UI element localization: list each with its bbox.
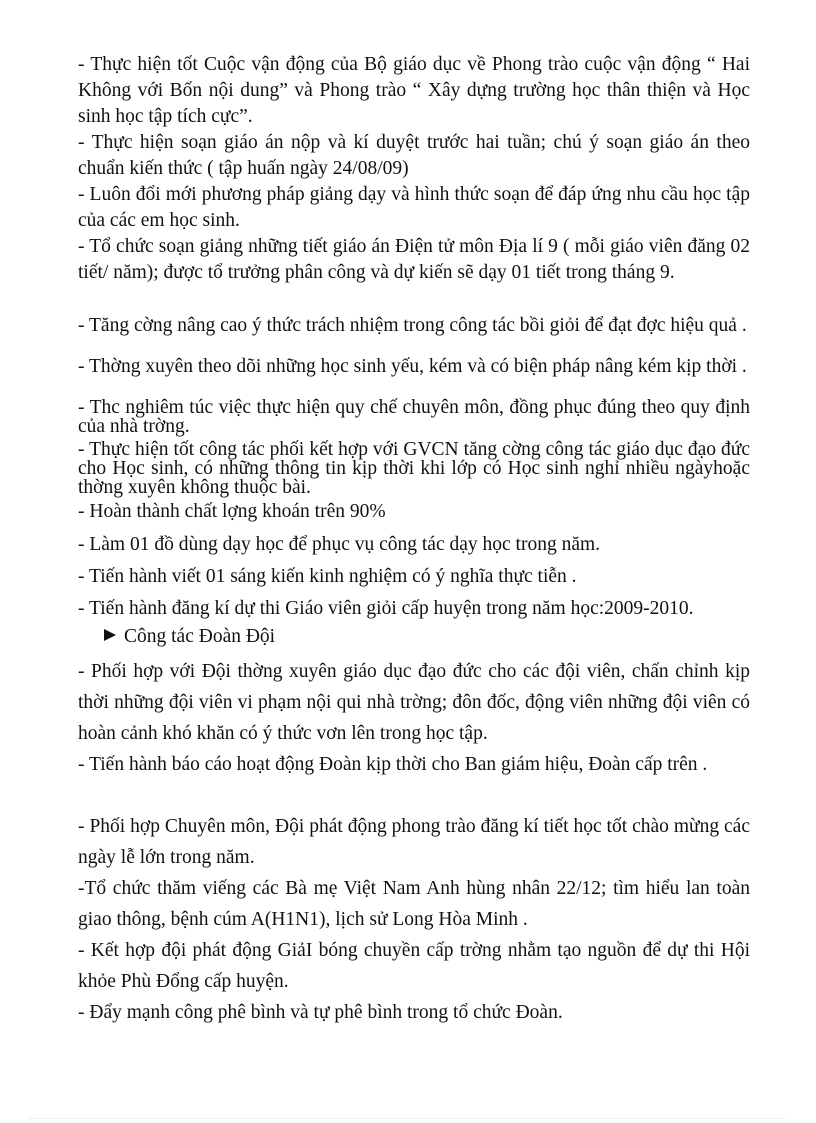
- paragraph-tham-vieng: -Tổ chức thăm viếng các Bà mẹ Việt Nam Anh hùng nhân 22/12; tìm hiểu lan toàn giao thông, bệnh cúm A(H1N1), lịch sử Long Hòa Minh .: [78, 878, 750, 930]
- paragraph-phe-binh: - Đẩy mạnh công phê bình và tự phê bình trong tổ chức Đoàn.: [78, 1002, 563, 1023]
- paragraph-hoc-sinh-yeu-kem: - Thờng xuyên theo dõi những học sinh yếu, kém và có biện pháp nâng kém kịp thời .: [78, 356, 747, 377]
- paragraph-phoi-hop-doi: - Phối hợp với Đội thờng xuyên giáo dục đạo đức cho các đội viên, chấn chỉnh kịp thời những đội viên vi phạm nội qui nhà trờng; đôn đốc, động viên những đội viên có hoàn cảnh khó khăn có ý thức vơn lên trong học tập.: [78, 661, 750, 744]
- paragraph-phoi-hop-gvcn: - Thực hiện tốt công tác phối kết hợp với GVCN tăng cờng công tác giáo dục đạo đức cho Học sinh, có những thông tin kịp thời khi lớp có Học sinh nghỉ nhiều ngàyhoặc thờng xuyên không thuộc bài.: [78, 439, 750, 498]
- paragraph-soan-giao-an: - Thực hiện soạn giáo án nộp và kí duyệt trước hai tuần; chú ý soạn giáo án theo chuẩn kiến thức ( tập huấn ngày 24/08/09): [78, 132, 750, 179]
- paragraph-do-dung-day-hoc: - Làm 01 đồ dùng dạy học để phục vụ công tác dạy học trong năm.: [78, 534, 601, 555]
- paragraph-sang-kien-kinh-nghiem: - Tiến hành viết 01 sáng kiến kinh nghiệm có ý nghĩa thực tiễn .: [78, 566, 577, 587]
- paragraph-bong-chuyen: - Kết hợp đội phát động GiảI bóng chuyền cấp trờng nhằm tạo nguồn để dự thi Hội khỏe Phù Đổng cấp huyện.: [78, 940, 750, 992]
- paragraph-quy-che-chuyen-mon: - Thc nghiêm túc việc thực hiện quy chế chuyên môn, đồng phục đúng theo quy định của nhà trờng.: [78, 397, 750, 437]
- paragraph-doi-moi-phuong-phap: - Luôn đổi mới phương pháp giảng dạy và hình thức soạn để đáp ứng nhu cầu học tập của các em học sinh.: [78, 184, 750, 231]
- section-heading-text: Công tác Đoàn Đội: [124, 626, 276, 647]
- paragraph-cuoc-van-dong: - Thực hiện tốt Cuộc vận động của Bộ giáo dục về Phong trào cuộc vận động “ Hai Không với Bốn nội dung” và Phong trào “ Xây dựng trường học thân thiện và Học sinh học tập tích cực”.: [78, 54, 750, 127]
- paragraph-phong-trao-tiet-hoc: - Phối hợp Chuyên môn, Đội phát động phong trào đăng kí tiết học tốt chào mừng các ngày lễ lớn trong năm.: [78, 816, 750, 868]
- paragraph-giao-an-dien-tu: - Tổ chức soạn giảng những tiết giáo án Điện tử môn Địa lí 9 ( mỗi giáo viên đăng 02 tiết/ năm); được tổ trưởng phân công và dự kiến sẽ dạy 01 tiết trong tháng 9.: [78, 236, 750, 283]
- section-heading: [104, 624, 275, 650]
- arrow-bullet-icon: [104, 629, 116, 641]
- page-bottom-rule: [30, 1118, 786, 1119]
- paragraph-chat-luong-khoan: - Hoàn thành chất lợng khoán trên 90%: [78, 501, 386, 522]
- paragraph-bao-cao-doan: - Tiến hành báo cáo hoạt động Đoàn kịp thời cho Ban giám hiệu, Đoàn cấp trên .: [78, 754, 708, 775]
- paragraph-giao-vien-gioi: - Tiến hành đăng kí dự thi Giáo viên giỏi cấp huyện trong năm học:2009-2010.: [78, 598, 694, 619]
- paragraph-boi-gioi: - Tăng cờng nâng cao ý thức trách nhiệm trong công tác bồi giỏi để đạt đợc hiệu quả .: [78, 315, 747, 336]
